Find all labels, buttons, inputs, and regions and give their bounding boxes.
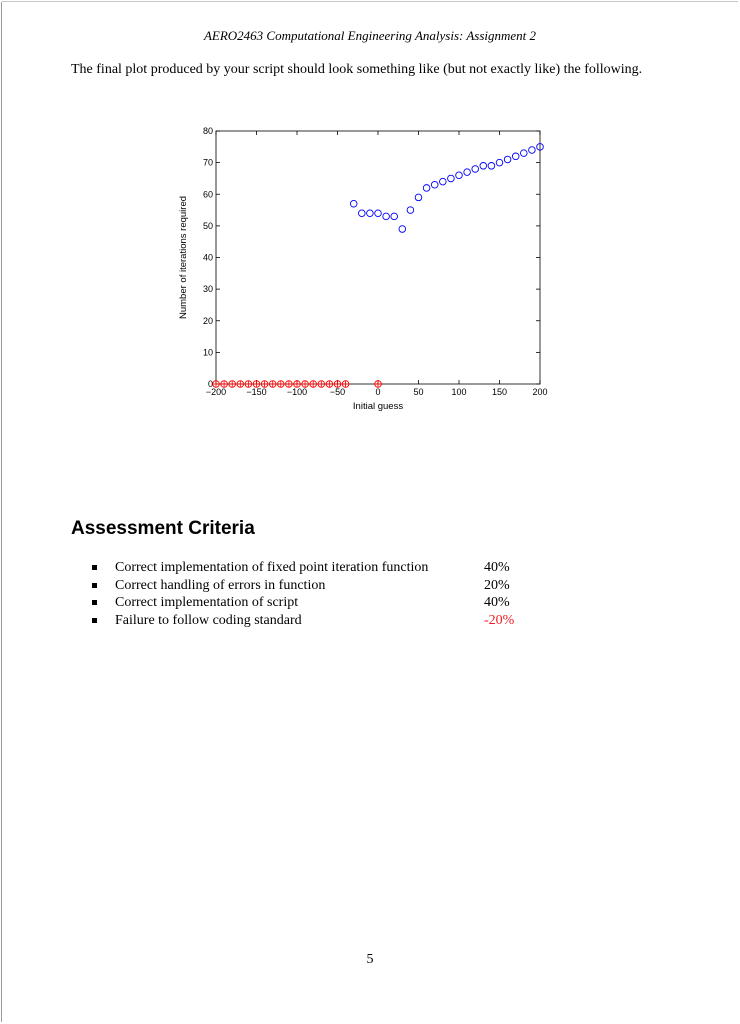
criterion-label: Failure to follow coding standard xyxy=(115,612,302,628)
x-tick-label: −200 xyxy=(205,387,227,397)
y-tick-label: 30 xyxy=(202,284,213,295)
page-number: 5 xyxy=(366,952,374,967)
bullet-icon xyxy=(92,565,97,570)
criterion-label: Correct handling of errors in function xyxy=(115,577,326,593)
bullet-icon xyxy=(92,583,97,588)
y-tick-label: 60 xyxy=(202,189,213,200)
criterion-label: Correct implementation of fixed point iteration function xyxy=(115,560,429,575)
criterion-item xyxy=(92,612,532,630)
criterion-weight: 20% xyxy=(484,577,510,593)
criterion-weight: 40% xyxy=(484,560,510,575)
y-tick-label: 0 xyxy=(207,379,213,389)
x-axis-label: Initial guess xyxy=(352,401,404,412)
criterion-item xyxy=(92,594,532,612)
x-tick-label: 100 xyxy=(451,387,467,397)
x-tick-label: 150 xyxy=(491,387,508,397)
y-tick-label: 20 xyxy=(202,315,213,326)
criteria-list xyxy=(92,559,532,629)
criterion-weight: -20% xyxy=(484,612,515,628)
intro-paragraph: The final plot produced by your script should look something like (but not exactly like) the following. xyxy=(71,62,643,77)
x-tick-label: 200 xyxy=(532,387,548,397)
x-tick-label: 50 xyxy=(413,387,424,397)
y-tick-label: 70 xyxy=(202,157,213,168)
page-header: AERO2463 Computational Engineering Analysis: Assignment 2 xyxy=(203,28,537,43)
criterion-label: Correct implementation of script xyxy=(115,595,299,610)
x-tick-label: −100 xyxy=(286,387,308,397)
assessment-title: Assessment Criteria xyxy=(71,518,255,539)
y-tick-label: 40 xyxy=(202,252,213,263)
criterion-weight: 40% xyxy=(484,595,510,610)
y-axis-label: Number of iterations required xyxy=(178,195,189,320)
bullet-icon xyxy=(92,600,97,605)
x-tick-label: 0 xyxy=(375,387,381,397)
y-tick-label: 10 xyxy=(202,347,213,358)
bullet-icon xyxy=(92,618,97,623)
y-tick-label: 50 xyxy=(202,220,213,231)
x-tick-label: −150 xyxy=(246,387,267,397)
criterion-item xyxy=(92,559,532,577)
iterations-scatter-plot xyxy=(176,124,556,424)
criterion-item xyxy=(92,577,532,595)
x-tick-label: −50 xyxy=(329,387,346,397)
y-tick-label: 80 xyxy=(202,126,213,136)
